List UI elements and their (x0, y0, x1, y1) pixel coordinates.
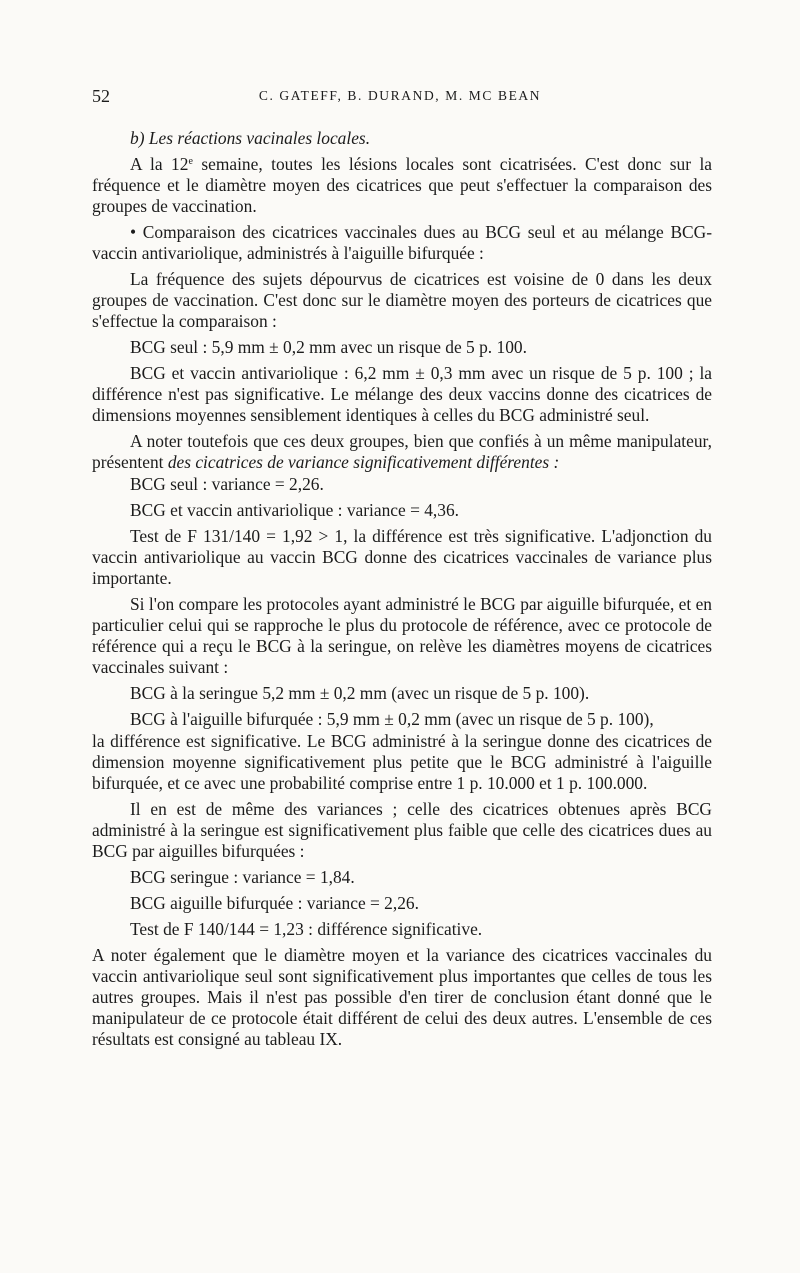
paragraph-12: BCG à l'aiguille bifurquée : 5,9 mm ± 0,2 mm (avec un risque de 5 p. 100), (130, 709, 654, 729)
paragraph-2: • Comparaison des cicatrices vaccinales dues au BCG seul et au mélange BCG-vaccin antivariolique, administrés à l'aiguille bifurquée : (92, 222, 712, 263)
paragraph-8: BCG et vaccin antivariolique : variance = 4,36. (130, 500, 460, 520)
paragraph-14: Il en est de même des variances ; celle des cicatrices obtenues après BCG administré à la seringue est significativement plus faible que celle des cicatrices dues au BCG par aiguilles bifurquées : (92, 799, 712, 861)
paragraph-5: BCG et vaccin antivariolique : 6,2 mm ± 0,3 mm avec un risque de 5 p. 100 ; la différence n'est pas significative. Le mélange des deux vaccins donne des cicatrices de dimensions moyennes sensiblement identiques à celles du BCG administré seul. (92, 363, 712, 425)
paragraph-6 (92, 431, 712, 473)
paragraph-7: BCG seul : variance = 2,26. (130, 474, 324, 494)
paragraph-1-text-b: semaine, toutes les lésions locales sont cicatrisées. C'est donc sur la fréquence et le diamètre moyen des cicatrices que peut s'effectuer la comparaison des groupes de vaccination. (92, 154, 712, 216)
body-text (92, 128, 712, 1055)
paragraph-13: la différence est significative. Le BCG administré à la seringue donne des cicatrices de dimension moyenne significativement plus petite que le BCG administré à l'aiguille bifurquée, et ce avec une probabilité comprise entre 1 p. 10.000 et 1 p. 100.000. (92, 731, 712, 793)
paragraph-10: Si l'on compare les protocoles ayant administré le BCG par aiguille bifurquée, et en particulier celui qui se rapproche le plus du protocole de référence, avec ce protocole de référence qui a reçu le BCG à la seringue, on relève les diamètres moyens de cicatrices vaccinales suivant : (92, 594, 712, 677)
running-head: C. GATEFF, B. DURAND, M. MC BEAN (258, 88, 542, 103)
paragraph-3: La fréquence des sujets dépourvus de cicatrices est voisine de 0 dans les deux groupes de vaccination. C'est donc sur le diamètre moyen des porteurs de cicatrices que s'effectue la comparaison : (92, 269, 712, 331)
page-number: 52 (92, 86, 110, 106)
superscript: e (188, 156, 193, 167)
paragraph-16: BCG aiguille bifurquée : variance = 2,26. (130, 893, 419, 913)
paragraph-17: Test de F 140/144 = 1,23 : différence significative. (130, 919, 483, 939)
paragraph-11: BCG à la seringue 5,2 mm ± 0,2 mm (avec un risque de 5 p. 100). (130, 683, 590, 703)
paragraph-15: BCG seringue : variance = 1,84. (130, 867, 355, 887)
paragraph-1 (92, 154, 712, 217)
paragraph-1-text-a: A la 12 (130, 154, 189, 174)
paragraph-9: Test de F 131/140 = 1,92 > 1, la différence est très significative. L'adjonction du vaccin antivariolique au vaccin BCG donne des cicatrices vaccinales de variance plus importante. (92, 526, 712, 588)
paragraph-4: BCG seul : 5,9 mm ± 0,2 mm avec un risque de 5 p. 100. (130, 337, 527, 357)
page-header (92, 86, 708, 110)
section-title: b) Les réactions vacinales locales. (130, 128, 371, 148)
paragraph-6-emphasis: des cicatrices de variance significativement différentes : (167, 452, 560, 472)
paragraph-18: A noter également que le diamètre moyen et la variance des cicatrices vaccinales du vaccin antivariolique seul sont significativement plus importantes que celles de tous les autres groupes. Mais il n'est pas possible d'en tirer de conclusion étant donné que le manipulateur de ce protocole était différent de celui des deux autres. L'ensemble de ces résultats est consigné au tableau IX. (92, 945, 712, 1049)
paragraph-6-text: A noter toutefois que ces deux groupes, bien que confiés à un même manipulateur, présentent (92, 431, 712, 472)
